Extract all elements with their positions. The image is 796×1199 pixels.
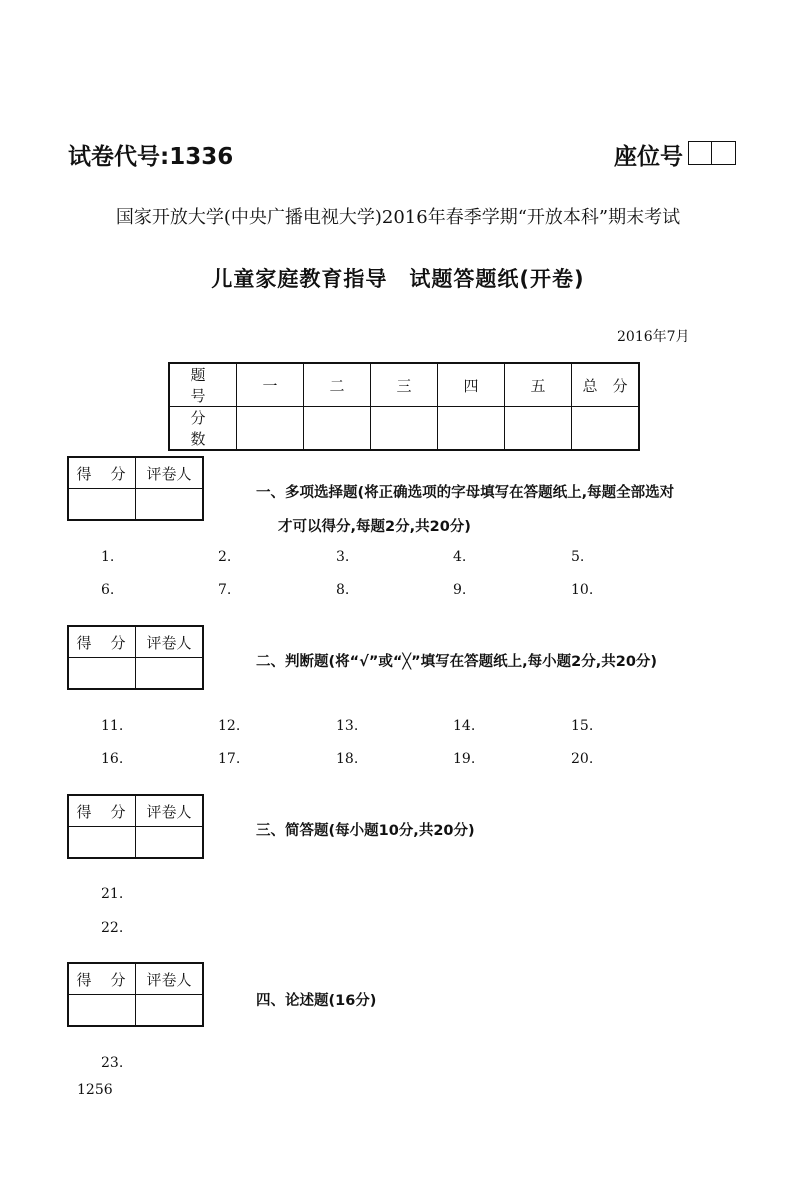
exam-title: 儿童家庭教育指导 试题答题纸(开卷) xyxy=(211,267,585,291)
seat-number-label: 座位号 xyxy=(614,144,683,170)
answer-item: 16. xyxy=(101,751,124,767)
exam-date: 2016年7月 xyxy=(617,329,690,345)
answer-item: 10. xyxy=(571,582,594,598)
section-2-title: 二、判断题(将“√”或“╳”填写在答题纸上,每小题2分,共20分) xyxy=(256,654,658,670)
answer-item: 17. xyxy=(218,751,241,767)
score-col-header: 五 xyxy=(505,363,572,407)
answer-item: 14. xyxy=(453,718,476,734)
grader-score-label: 得 分 xyxy=(68,457,136,489)
seat-box[interactable] xyxy=(712,141,736,165)
grader-name-label: 评卷人 xyxy=(136,457,204,489)
score-cell[interactable] xyxy=(505,407,572,451)
grader-name-cell[interactable] xyxy=(136,658,204,690)
answer-item: 4. xyxy=(453,549,467,565)
answer-item: 8. xyxy=(336,582,350,598)
grader-score-cell[interactable] xyxy=(68,827,136,859)
answer-item: 5. xyxy=(571,549,585,565)
page-number: 1256 xyxy=(77,1082,113,1098)
answer-item: 6. xyxy=(101,582,115,598)
grader-score-cell[interactable] xyxy=(68,995,136,1027)
score-label: 分 数 xyxy=(169,407,237,451)
score-col-header: 三 xyxy=(371,363,438,407)
paper-code: 试卷代号:1336 xyxy=(68,144,234,170)
score-cell[interactable] xyxy=(304,407,371,451)
grader-score-cell[interactable] xyxy=(68,658,136,690)
grader-box-1 xyxy=(67,456,204,521)
exam-header: 国家开放大学(中央广播电视大学)2016年春季学期“开放本科”期末考试 xyxy=(115,207,681,228)
section-4-title: 四、论述题(16分) xyxy=(256,993,377,1009)
grader-name-label: 评卷人 xyxy=(136,963,204,995)
answer-item: 11. xyxy=(101,718,124,734)
section-1-title: 一、多项选择题(将正确选项的字母填写在答题纸上,每题全部选对 xyxy=(256,485,675,501)
answer-item: 7. xyxy=(218,582,232,598)
score-table xyxy=(168,362,640,451)
grader-name-label: 评卷人 xyxy=(136,626,204,658)
answer-item: 20. xyxy=(571,751,594,767)
answer-item: 18. xyxy=(336,751,359,767)
score-col-header: 四 xyxy=(438,363,505,407)
score-col-header: 二 xyxy=(304,363,371,407)
score-cell[interactable] xyxy=(438,407,505,451)
grader-name-label: 评卷人 xyxy=(136,795,204,827)
grader-name-cell[interactable] xyxy=(136,489,204,521)
score-cell[interactable] xyxy=(237,407,304,451)
score-col-header: 一 xyxy=(237,363,304,407)
section-1-title-cont: 才可以得分,每题2分,共20分) xyxy=(278,519,471,535)
score-cell[interactable] xyxy=(371,407,438,451)
question-number-label: 题 号 xyxy=(169,363,237,407)
grader-score-cell[interactable] xyxy=(68,489,136,521)
answer-item: 3. xyxy=(336,549,350,565)
grader-score-label: 得 分 xyxy=(68,795,136,827)
seat-number-boxes xyxy=(688,141,736,165)
grader-score-label: 得 分 xyxy=(68,963,136,995)
score-cell[interactable] xyxy=(572,407,640,451)
grader-name-cell[interactable] xyxy=(136,827,204,859)
score-table-value-row xyxy=(169,407,639,451)
grader-name-cell[interactable] xyxy=(136,995,204,1027)
answer-item: 22. xyxy=(101,920,124,936)
grader-box-2 xyxy=(67,625,204,690)
answer-item: 19. xyxy=(453,751,476,767)
answer-item: 2. xyxy=(218,549,232,565)
answer-item: 15. xyxy=(571,718,594,734)
answer-item: 23. xyxy=(101,1055,124,1071)
answer-item: 21. xyxy=(101,886,124,902)
seat-box[interactable] xyxy=(688,141,712,165)
answer-item: 12. xyxy=(218,718,241,734)
score-table-header-row xyxy=(169,363,639,407)
answer-item: 9. xyxy=(453,582,467,598)
answer-item: 1. xyxy=(101,549,115,565)
answer-item: 13. xyxy=(336,718,359,734)
score-col-header: 总 分 xyxy=(572,363,640,407)
grader-box-4 xyxy=(67,962,204,1027)
grader-score-label: 得 分 xyxy=(68,626,136,658)
grader-box-3 xyxy=(67,794,204,859)
section-3-title: 三、简答题(每小题10分,共20分) xyxy=(256,823,475,839)
